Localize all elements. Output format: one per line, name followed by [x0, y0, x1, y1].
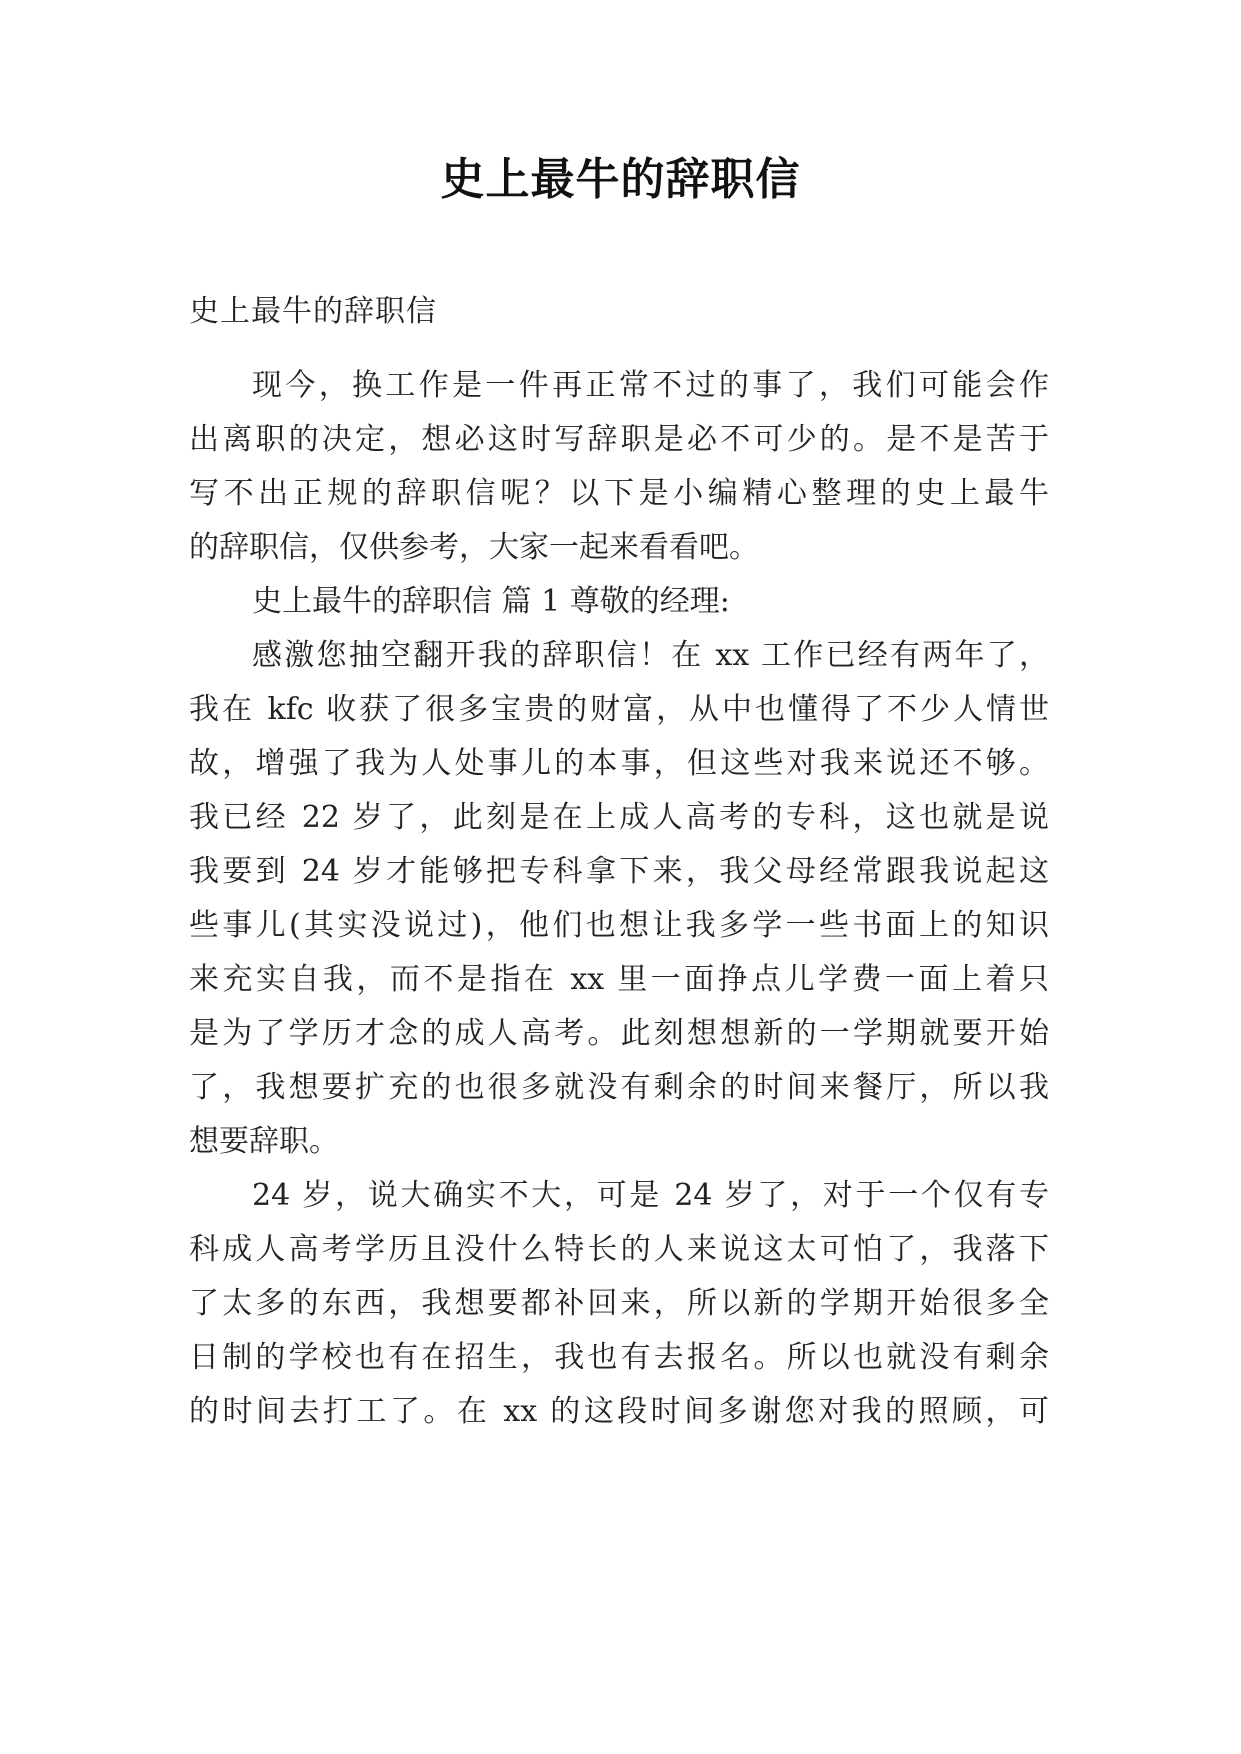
body-line: 故，增强了我为人处事儿的本事，但这些对我来说还不够。	[189, 746, 1049, 781]
body-line: 了太多的东西，我想要都补回来，所以新的学期开始很多全	[189, 1286, 1049, 1321]
body-line: 24 岁，说大确实不大，可是 24 岁了，对于一个仅有专	[252, 1178, 1049, 1213]
body-line: 来充实自我，而不是指在 xx 里一面挣点儿学费一面上着只	[189, 962, 1049, 997]
body-line: 的辞职信，仅供参考，大家一起来看看吧。	[189, 530, 759, 565]
body-line: 的时间去打工了。在 xx 的这段时间多谢您对我的照顾，可	[189, 1394, 1049, 1429]
body-line: 写不出正规的辞职信呢？以下是小编精心整理的史上最牛	[189, 476, 1049, 511]
body-line: 出离职的决定，想必这时写辞职是必不可少的。是不是苦于	[189, 422, 1049, 457]
body-line: 我要到 24 岁才能够把专科拿下来，我父母经常跟我说起这	[189, 854, 1049, 889]
body-line: 科成人高考学历且没什么特长的人来说这太可怕了，我落下	[189, 1232, 1049, 1267]
body-line: 是为了学历才念的成人高考。此刻想想新的一学期就要开始	[189, 1016, 1049, 1051]
body-line: 我已经 22 岁了，此刻是在上成人高考的专科，这也就是说	[189, 800, 1049, 835]
document-subtitle: 史上最牛的辞职信	[189, 294, 437, 329]
body-line: 日制的学校也有在招生，我也有去报名。所以也就没有剩余	[189, 1340, 1049, 1375]
section-heading: 史上最牛的辞职信 篇 1 尊敬的经理:	[252, 584, 730, 619]
body-line: 感激您抽空翻开我的辞职信！在 xx 工作已经有两年了，	[252, 638, 1049, 673]
body-line: 想要辞职。	[189, 1124, 339, 1159]
body-line: 现今，换工作是一件再正常不过的事了，我们可能会作	[252, 368, 1049, 403]
document-title: 史上最牛的辞职信	[440, 154, 801, 205]
body-line: 了，我想要扩充的也很多就没有剩余的时间来餐厅，所以我	[189, 1070, 1049, 1105]
body-line: 我在 kfc 收获了很多宝贵的财富，从中也懂得了不少人情世	[189, 692, 1049, 727]
body-line: 些事儿(其实没说过)，他们也想让我多学一些书面上的知识	[189, 908, 1049, 943]
